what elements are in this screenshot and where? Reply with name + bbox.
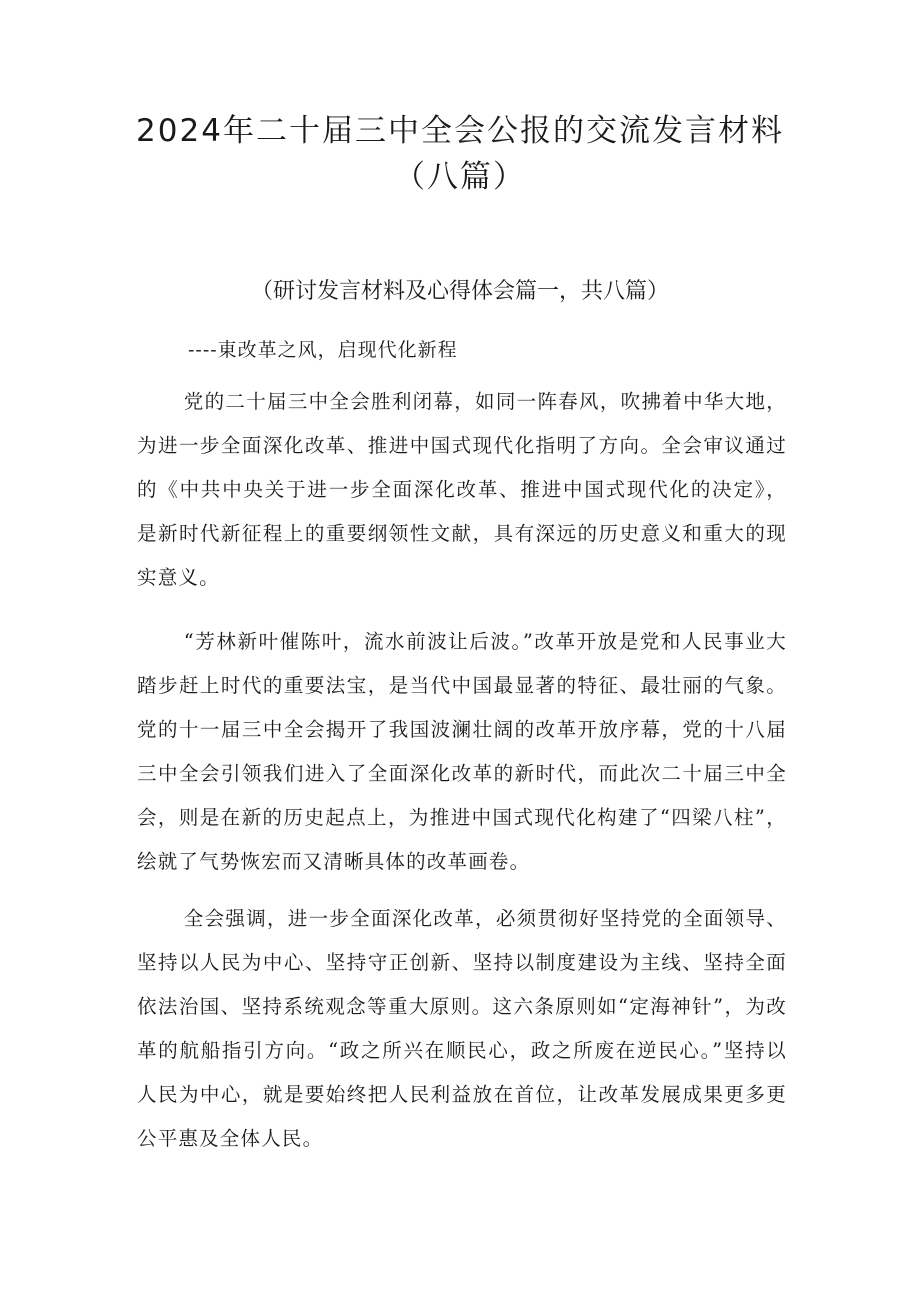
paragraph-2: “芳林新叶催陈叶，流水前波让后波。”改革开放是党和人民事业大踏步赶上时代的重要法宝，是当代中国最显著的特征、最壮丽的气象。党的十一届三中全会揭开了我国波澜壮阔的改革开放序幕，党的十八届三中全会引领我们进入了全面深化改革的新时代，而此次二十届三中全会，则是在新的历史起点上，为推进中国式现代化构建了“四梁八柱”，绘就了气势恢宏而又清晰具体的改革画卷。 — [137, 630, 787, 873]
document-byline: ----東改革之风，启现代化新程 — [188, 339, 458, 361]
document-subtitle: （研讨发言材料及心得体会篇一，共八篇） — [250, 279, 669, 304]
document-title: 2024年二十届三中全会公报的交流发言材料（八篇） — [136, 113, 784, 195]
paragraph-1: 党的二十届三中全会胜利闭幕，如同一阵春风，吹拂着中华大地，为进一步全面深化改革、推进中国式现代化指明了方向。全会审议通过的《中共中央关于进一步全面深化改革、推进中国式现代化的决定》，是新时代新征程上的重要纲领性文献，具有深远的历史意义和重大的现实意义。 — [137, 390, 787, 589]
paragraph-3: 全会强调，进一步全面深化改革，必须贯彻好坚持党的全面领导、坚持以人民为中心、坚持守正创新、坚持以制度建设为主线、坚持全面依法治国、坚持系统观念等重大原则。这六条原则如“定海神针”，为改革的航船指引方向。“政之所兴在顺民心，政之所废在逆民心。”坚持以人民为中心，就是要始终把人民利益放在首位，让改革发展成果更多更公平惠及全体人民。 — [137, 907, 787, 1150]
